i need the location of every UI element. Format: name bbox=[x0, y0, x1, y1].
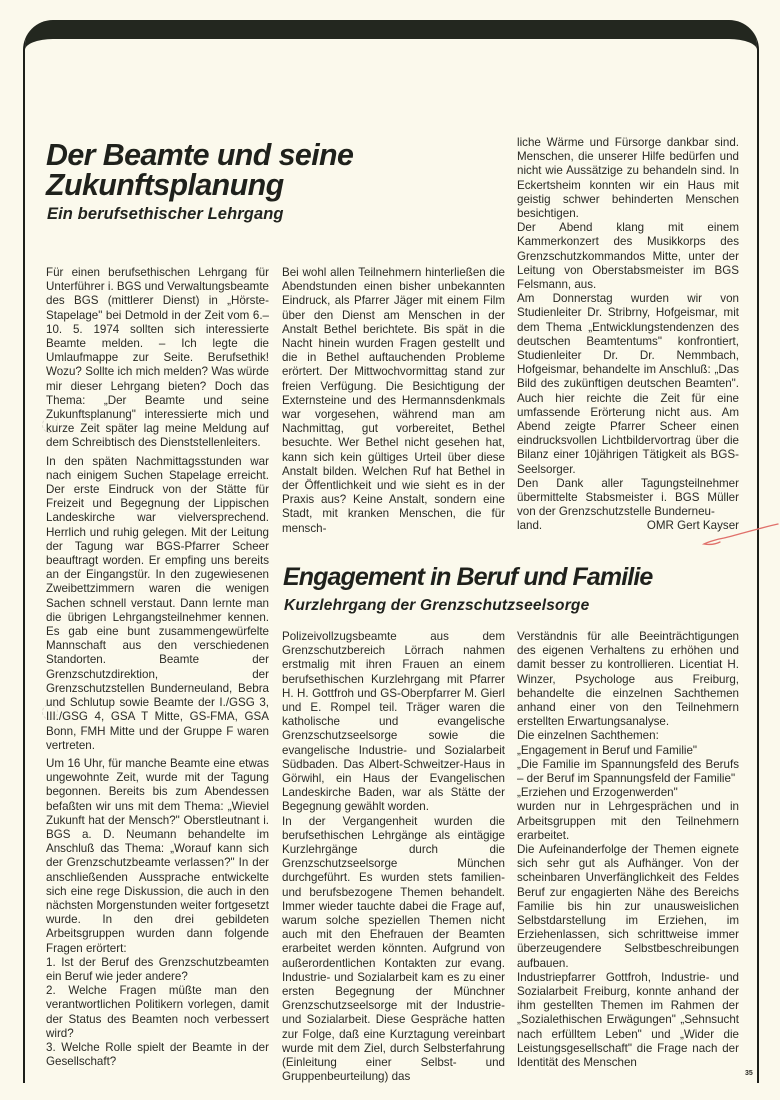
article1-subtitle: Ein berufsethischer Lehrgang bbox=[47, 205, 284, 223]
quoted-topic: „Engagement in Beruf und Familie" bbox=[517, 743, 698, 757]
page-number: 35 bbox=[745, 1070, 753, 1077]
paragraph: Am Donnerstag wurden wir von Studienleiter Dr. Stribrny, Hofgeismar, mit dem Thema „Entwicklungstendenzen des deutschen Beamtentums" konfrontiert, Studienleiter Dr. Dr. Nemmbach, Hofgeismar, behandelte im Anschluß: „Das Bild des zukünftigen deutschen Beamten". Auch hier reichte die Zeit für eine umfassende Erörterung nicht aus. Am Abend zeigte Pfarrer Scheer einen eindrucksvollen Lichtbildervortrag über die Bilanz einer 10jährigen Tätigkeit als BGS-Seelsorger. bbox=[517, 292, 739, 476]
question-item: 3. Welche Rolle spielt der Beamte in der Gesellschaft? bbox=[46, 1040, 269, 1069]
article1-column-1 bbox=[46, 266, 269, 1069]
question-item: 1. Ist der Beruf des Grenzschutzbeamten ein Beruf wie jeder andere? bbox=[46, 955, 269, 983]
paragraph: Die einzelnen Sachthemen: bbox=[517, 729, 659, 743]
paragraph: Um 16 Uhr, für manche Beamte eine etwas ungewohnte Zeit, wurde mit der Tagung begonnen. Bereits bis zum Abendessen befaßten wir uns mit dem Thema: „Wieviel Zukunft hat der Mensch?" Oberstleutnant i. BGS a. D. Neumann behandelte im Anschluß das Thema: „Worauf kann sich der Grenzschutzbeamte verlassen?" In der anschließenden Aussprache entwickelte sich eine rege Diskussion, die auch in den nächsten Morgenstunden weiter fortgesetzt wurde. In den drei gebildeten Arbeitsgruppen wurden dann folgende Fragen erörtert: bbox=[46, 756, 269, 955]
paragraph: liche Wärme und Fürsorge dankbar sind. Menschen, die unserer Hilfe bedürfen und nicht wie Aussätzige zu behandeln sind. In Eckertsheim konnten wir ein Haus mit geistig schwer behinderten Menschen besichtigen. bbox=[517, 136, 739, 221]
article2-column-2 bbox=[517, 630, 739, 1070]
quoted-topic: „Die Familie im Spannungsfeld des Berufs – der Beruf im Spannungsfeld der Familie" bbox=[517, 757, 739, 786]
article1-column-3 bbox=[517, 136, 739, 534]
article2-column-1 bbox=[282, 630, 505, 1085]
article1-column-2 bbox=[282, 266, 505, 536]
paragraph: wurden nur in Lehrgesprächen und in Arbeitsgruppen mit den Teilnehmern erarbeitet. bbox=[517, 800, 739, 842]
paragraph: In der Vergangenheit wurden die berufsethischen Lehrgänge als eintägige Kurzlehrgänge durch die Grenzschutzseelsorge München durchgeführt. Es wurden stets familien- und berufsbezogene Themen behandelt. Immer wieder tauchte dabei die Frage auf, warum solche speziellen Themen nicht auch mit den Ehefrauen der Beamten erarbeitet werden könnten. Aufgrund von außerordentlichen Kontakten zur evang. Industrie- und Sozialarbeit kam es zu einer ersten Begegnung der Münchner Grenzschutzseelsorge mit der Industrie- und Sozialarbeit. Diese Gespräche hatten zur Folge, daß eine Kurztagung vereinbart wurde mit dem Ziel, durch Selbsterfahrung (Einleitung einer Selbst- und Gruppenbeurteilung) das bbox=[282, 814, 505, 1084]
paragraph: Verständnis für alle Beeinträchtigungen des eigenen Verhaltens zu erhöhen und damit besser zu kontrollieren. Licentiat H. Winzer, Psychologe aus Freiburg, behandelte die einzelnen Sachthemen anhand einer von den Teilnehmern erstellten Erwartungsanalyse. bbox=[517, 630, 739, 729]
paragraph: Den Dank aller Tagungsteilnehmer übermittelte Stabsmeister i. BGS Müller von der Grenzschutzstelle Bunderneu- bbox=[517, 476, 739, 519]
article1-title-line2: Zukunftsplanung bbox=[46, 167, 284, 202]
paragraph: Für einen berufsethischen Lehrgang für Unterführer i. BGS und Verwaltungsbeamte des BGS (mittlerer Dienst) in „Hörste-Stapelage" bei Detmold in der Zeit vom 6.–10. 5. 1974 sollten sich interessierte Beamte melden. – Ich legte die Umlaufmappe zur Seite. Berufsethik! Wozu? Sollte ich mich melden? Was würde mir dieser Lehrgang bieten? Doch das Thema: „Der Beamte und seine Zukunftsplanung" interessierte mich und kurze Zeit später lag meine Meldung auf dem Schreibtisch des Dienststellenleiters. bbox=[46, 266, 269, 450]
paragraph: In den späten Nachmittagsstunden war nach einigem Suchen Stapelage erreicht. Der erste Eindruck von der Stätte für Freizeit und Begegnung der Lippischen Landeskirche war vielversprechend. Herrlich und ruhig gelegen. Mit der Leitung der Tagung war BGS-Pfarrer Scheer beauftragt worden. Er empfing uns bereits an der Eingangstür. In den zugewiesenen Zweibettzimmern waren die wenigen Sachen schnell verstaut. Dann lernte man die übrigen Lehrgangsteilnehmer kennen. Es gab eine bunt zusammengewürfelte Mannschaft aus den verschiedenen Standorten. Beamte der Grenzschutzdirektion, der Grenzschutzstellen Bunderneuland, Bebra und Schlutup sowie Beamte der I./GSG 3, III./GSG 4, GSA T Mitte, GS-FMA, GSA Bonn, FMH Mitte und der Gruppe F waren vertreten. bbox=[46, 454, 269, 752]
author-signature: OMR Gert Kayser bbox=[646, 519, 739, 533]
article1-title-line1: Der Beamte und seine bbox=[46, 137, 354, 172]
page-frame-right-rule bbox=[757, 70, 759, 1083]
red-pen-mark bbox=[700, 520, 780, 550]
page-frame-left-rule bbox=[23, 70, 25, 1083]
paragraph: Der Abend klang mit einem Kammerkonzert des Musikkorps des Grenzschutzkommandos Mitte, unter der Leitung von Oberstabsmeister im BGS Felsmann, aus. bbox=[517, 221, 739, 292]
article1-title bbox=[46, 137, 418, 202]
quoted-topic: „Erziehen und Erzogenwerden" bbox=[517, 786, 678, 800]
last-word: land. bbox=[517, 519, 543, 533]
paragraph: Die Aufeinanderfolge der Themen eignete sich sehr gut als Aufhänger. Von der scheinbaren Unverfänglichkeit des Feldes Beruf zur engagierten Nähe des Bereichs Familie bis hin zur unausweislichen Selbstdarstellung im Erziehen, im Erziehenlassen, sich schrittweise immer überzeugendere Selbstbeschreibungen aufbauen. bbox=[517, 843, 739, 970]
article2-subtitle: Kurzlehrgang der Grenzschutzseelsorge bbox=[284, 597, 590, 614]
paragraph: Industriepfarrer Gottfroh, Industrie- und Sozialarbeit Freiburg, konnte anhand der ihm gestellten Themen im Rahmen der „Sozialethischen Erwägungen" „Sehnsucht nach erfülltem Leben" und „Wider die Leistungsgesellschaft" die Frage nach der Identität des Menschen bbox=[517, 970, 739, 1070]
paragraph: Polizeivollzugsbeamte aus dem Grenzschutzbereich Lörrach nahmen erstmalig mit ihren Frauen an einem berufsethischen Kurzlehrgang mit Pfarrer H. H. Gottfroh und GS-Oberpfarrer M. Gierl und E. Rompel teil. Träger waren die katholische und evangelische Grenzschutzseelsorge sowie die evangelische Industrie- und Sozialarbeit Südbaden. Das Albert-Schweitzer-Haus in Görwihl, ein Haus der Evangelischen Landeskirche Baden, war als Stätte der Begegnung gewählt worden. bbox=[282, 630, 505, 814]
question-item: 2. Welche Fragen müßte man den verantwortlichen Politikern vorlegen, damit der Status des Beamten noch verbessert wird? bbox=[46, 984, 269, 1040]
paragraph: Bei wohl allen Teilnehmern hinterließen die Abendstunden einen bisher unbekannten Eindruck, als Pfarrer Jäger mit einem Film über den Dienst am Menschen in der Anstalt Bethel berichtete. Bis spät in die Nacht hinein wurden Fragen gestellt und die in Bethel auftauchenden Probleme erörtert. Der Mittwochvormittag stand zur freien Verfügung. Die Besichtigung der Externsteine und des Hermannsdenkmals war vorgesehen, während man am Nachmittag, gut vorbereitet, Bethel besuchte. Wer Bethel nicht gesehen hat, kann sich kein gültiges Urteil über diese Anstalt bilden. Welchen Ruf hat Bethel in der Öffentlichkeit und wie sieht es in der Praxis aus? Keine Anstalt, sondern eine Stadt, mit kranken Menschen, die für mensch- bbox=[282, 266, 505, 535]
article2-title: Engagement in Beruf und Familie bbox=[283, 563, 653, 591]
page-frame-top-bar bbox=[23, 20, 759, 80]
